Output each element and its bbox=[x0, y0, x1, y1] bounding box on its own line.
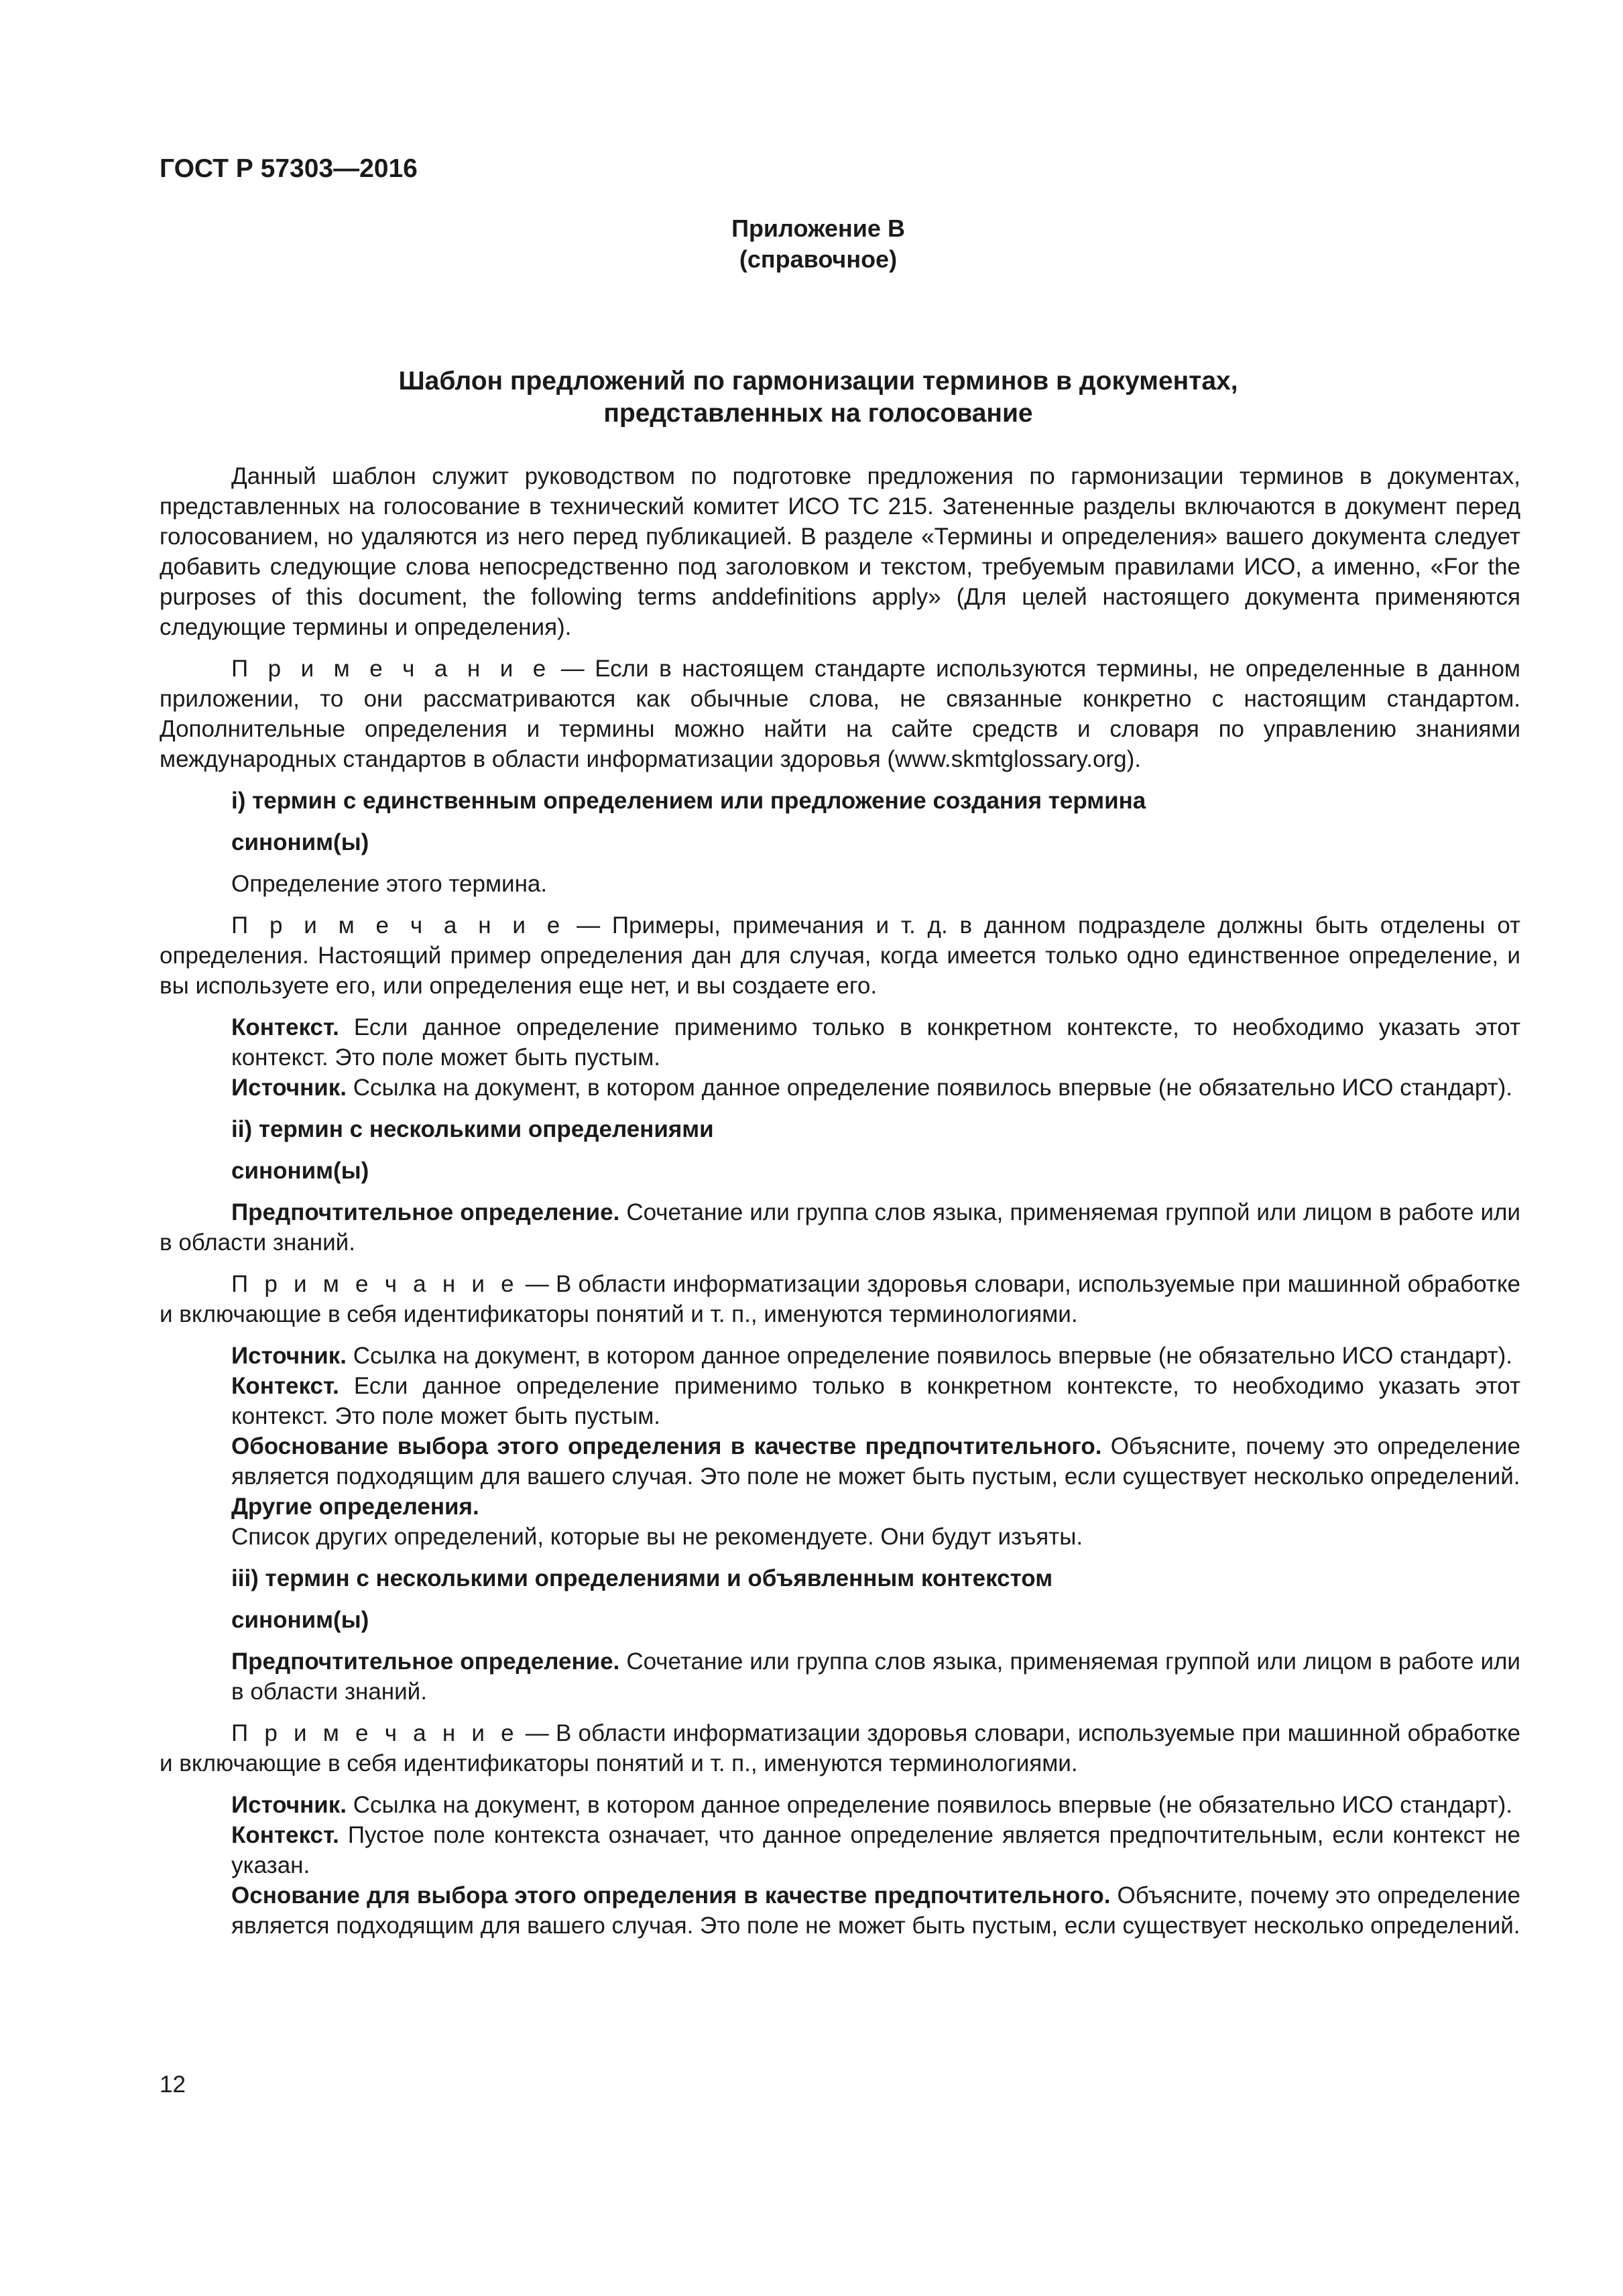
source-text: Ссылка на документ, в котором данное определение появилось впервые (не обязательно ИСО стандарт). bbox=[347, 1075, 1512, 1101]
rationale-text: Объясните, почему это определение является подходящим для вашего случая. Это поле не может быть пустым, если существует несколько определений. bbox=[231, 1882, 1520, 1939]
rationale-label: Обоснование выбора этого определения в качестве предпочтительного. bbox=[231, 1433, 1102, 1459]
document-body bbox=[160, 461, 1520, 1941]
note-label: П р и м е ч а н и е bbox=[231, 1720, 519, 1746]
section-2-heading: ii) термин с несколькими определениями bbox=[231, 1116, 714, 1142]
section-3-synonym: синоним(ы) bbox=[231, 1607, 369, 1633]
annex-kind: (справочное) bbox=[739, 245, 898, 273]
section-1-context bbox=[160, 1012, 1520, 1073]
annex-title-line-1: Шаблон предложений по гармонизации терминов в документах, bbox=[398, 367, 1238, 396]
section-2-other-text: Список других определений, которые вы не рекомендуете. Они будут изъяты. bbox=[231, 1524, 1083, 1550]
section-3-context bbox=[160, 1820, 1520, 1880]
note-label: П р и м е ч а н и е bbox=[231, 1271, 519, 1297]
preferred-label: Предпочтительное определение. bbox=[231, 1648, 620, 1675]
preferred-label: Предпочтительное определение. bbox=[231, 1199, 620, 1225]
section-2-note bbox=[160, 1269, 1520, 1329]
annex-title-line-2: представленных на голосование bbox=[603, 399, 1033, 428]
preferred-text: Сочетание или группа слов языка, применяемая группой или лицом в работе или в области знаний. bbox=[231, 1648, 1520, 1705]
section-3-note-text: — В области информатизации здоровья словари, используемые при машинной обработке и включающие в себя идентификаторы понятий и т. п., именуются терминологиями. bbox=[160, 1720, 1520, 1776]
section-3-preferred bbox=[160, 1646, 1520, 1707]
section-1-heading: i) термин с единственным определением или предложение создания термина bbox=[231, 788, 1146, 814]
section-1-source bbox=[160, 1073, 1520, 1103]
section-2-rationale bbox=[160, 1431, 1520, 1492]
section-3-source bbox=[160, 1790, 1520, 1820]
intro-paragraph: Данный шаблон служит руководством по подготовке предложения по гармонизации терминов в документах, представленных на голосование в технический комитет ИСО ТС 215. Затененные разделы включаются в документ перед голосованием, но удаляются из него перед публикацией. В разделе «Термины и определения» вашего документа следует добавить следующие слова непосредственно под заголовком и текстом, требуемым правилами ИСО, а именно, «For the purposes of this document, the following terms anddefinitions apply» (Для целей настоящего документа применяются следующие термины и определения). bbox=[160, 463, 1520, 640]
source-label: Источник. bbox=[231, 1792, 347, 1818]
section-2-source bbox=[160, 1341, 1520, 1371]
section-2-note-text: — В области информатизации здоровья словари, используемые при машинной обработке и включающие в себя идентификаторы понятий и т. п., именуются терминологиями. bbox=[160, 1271, 1520, 1327]
context-label: Контекст. bbox=[231, 1373, 339, 1399]
section-2-other-label: Другие определения. bbox=[231, 1494, 479, 1520]
note-label: П р и м е ч а н и е bbox=[231, 656, 551, 682]
context-text: Если данное определение применимо только в конкретном контексте, то необходимо указать этот контекст. Это поле может быть пустым. bbox=[231, 1373, 1520, 1429]
section-1-note-text: — Примеры, примечания и т. д. в данном подразделе должны быть отделены от определения. Настоящий пример определения дан для случая, когда имеется только одно единственное определение, и вы используете его, или определения еще нет, и вы создаете его. bbox=[160, 912, 1520, 999]
note-label: П р и м е ч а н и е bbox=[231, 912, 565, 939]
section-2-synonym: синоним(ы) bbox=[231, 1158, 369, 1184]
document-designation: ГОСТ Р 57303—2016 bbox=[160, 154, 418, 183]
source-label: Источник. bbox=[231, 1343, 347, 1369]
section-3-heading: iii) термин с несколькими определениями и объявленным контекстом bbox=[231, 1565, 1053, 1591]
section-1-synonym: синоним(ы) bbox=[231, 829, 369, 855]
section-3-note bbox=[160, 1718, 1520, 1778]
context-label: Контекст. bbox=[231, 1822, 339, 1848]
rationale-label: Основание для выбора этого определения в качестве предпочтительного. bbox=[231, 1882, 1111, 1909]
context-text: Если данное определение применимо только в конкретном контексте, то необходимо указать этот контекст. Это поле может быть пустым. bbox=[231, 1014, 1520, 1071]
annex-label: Приложение В bbox=[731, 215, 905, 242]
section-1-note bbox=[160, 910, 1520, 1001]
note-text: — Если в настоящем стандарте используются термины, не определенные в данном приложении, то они рассматриваются как обычные слова, не связанные конкретно с настоящим стандартом. Дополнительные определения и термины можно найти на сайте средств и словаря по управлению знаниями международных стандартов в области информатизации здоровья (www.skmtglossary.org). bbox=[160, 656, 1520, 772]
section-2-context bbox=[160, 1371, 1520, 1431]
source-label: Источник. bbox=[231, 1075, 347, 1101]
note-paragraph bbox=[160, 654, 1520, 774]
source-text: Ссылка на документ, в котором данное определение появилось впервые (не обязательно ИСО стандарт). bbox=[347, 1792, 1512, 1818]
annex-heading bbox=[0, 213, 1623, 275]
rationale-text: Объясните, почему это определение является подходящим для вашего случая. Это поле не может быть пустым, если существует несколько определений. bbox=[231, 1433, 1521, 1490]
preferred-text: Сочетание или группа слов языка, применяемая группой или лицом в работе или в области знаний. bbox=[160, 1199, 1520, 1256]
context-label: Контекст. bbox=[231, 1014, 339, 1040]
section-1-definition: Определение этого термина. bbox=[231, 871, 548, 897]
source-text: Ссылка на документ, в котором данное определение появилось впервые (не обязательно ИСО стандарт). bbox=[347, 1343, 1512, 1369]
section-3-rationale bbox=[160, 1880, 1520, 1941]
annex-title bbox=[0, 365, 1623, 430]
context-text: Пустое поле контекста означает, что данное определение является предпочтительным, если контекст не указан. bbox=[231, 1822, 1520, 1878]
section-2-preferred bbox=[160, 1197, 1520, 1258]
page-number: 12 bbox=[160, 2071, 186, 2098]
